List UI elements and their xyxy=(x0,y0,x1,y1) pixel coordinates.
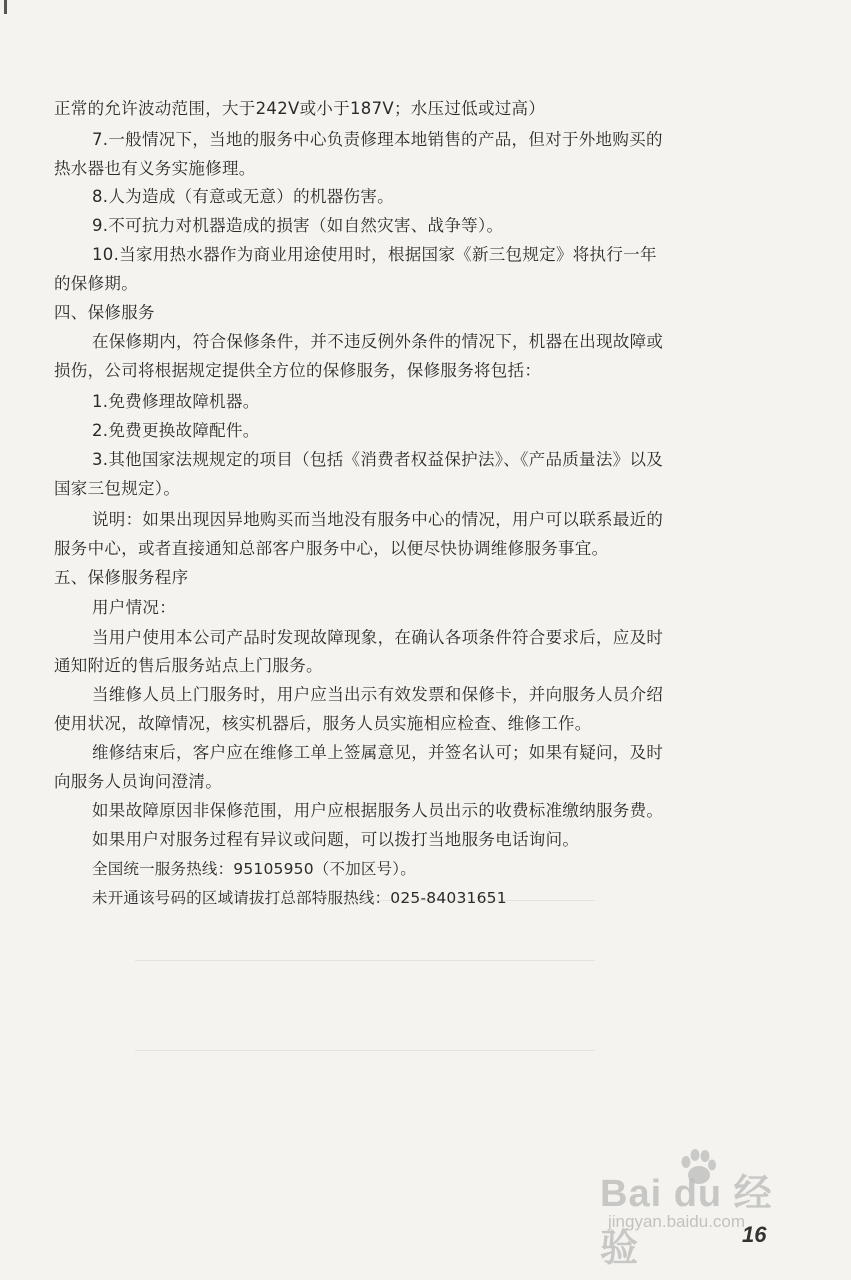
page-number: 16 xyxy=(742,1222,767,1247)
list-item: 3.其他国家法规规定的项目（包括《消费者权益保护法》、《产品质量法》以及 xyxy=(92,450,664,469)
section-heading: 四、保修服务 xyxy=(54,303,155,322)
subheading: 用户情况： xyxy=(92,598,176,617)
text-line: 9.不可抗力对机器造成的损害（如自然灾害、战争等）。 xyxy=(92,216,504,235)
watermark-url: jingyan.baidu.com xyxy=(608,1212,746,1231)
text-line: 如果故障原因非保修范围，用户应根据服务人员出示的收费标准缴纳服务费。 xyxy=(92,801,664,820)
text-line: 10.当家用热水器作为商业用途使用时，根据国家《新三包规定》将执行一年 xyxy=(92,245,657,264)
text-line: 国家三包规定）。 xyxy=(54,479,181,498)
text-line: 正常的允许波动范围，大于242V或小于187V；水压过低或过高） xyxy=(54,99,546,118)
text-line: 维修结束后，客户应在维修工单上签属意见，并签名认可；如果有疑问，及时 xyxy=(92,743,664,762)
text-line: 使用状况，故障情况，核实机器后，服务人员实施相应检查、维修工作。 xyxy=(54,714,592,733)
text-line: 热水器也有义务实施修理。 xyxy=(54,159,256,178)
list-item: 2.免费更换故障配件。 xyxy=(92,421,260,440)
watermark-logo: Bai du 经验 xyxy=(600,1173,773,1270)
text-line: 7.一般情况下，当地的服务中心负责修理本地销售的产品，但对于外地购买的 xyxy=(92,130,663,149)
show-through-line xyxy=(135,1050,595,1051)
show-through-line xyxy=(135,960,595,961)
text-line: 说明：如果出现因异地购买而当地没有服务中心的情况，用户可以联系最近的 xyxy=(92,510,664,529)
text-line: 在保修期内，符合保修条件，并不违反例外条件的情况下，机器在出现故障或 xyxy=(92,332,664,351)
text-line: 当维修人员上门服务时，用户应当出示有效发票和保修卡，并向服务人员介绍 xyxy=(92,685,664,704)
hotline-text: 未开通该号码的区域请拔打总部特服热线：025-84031651 xyxy=(92,889,507,907)
text-line: 当用户使用本公司产品时发现故障现象，在确认各项条件符合要求后，应及时 xyxy=(92,628,664,647)
text-line: 的保修期。 xyxy=(54,274,138,293)
text-line: 如果用户对服务过程有异议或问题，可以拨打当地服务电话询问。 xyxy=(92,830,580,849)
text-line: 服务中心，或者直接通知总部客户服务中心，以便尽快协调维修服务事宜。 xyxy=(54,539,609,558)
corner-crop-mark xyxy=(4,0,7,14)
text-line: 8.人为造成（有意或无意）的机器伤害。 xyxy=(92,187,394,206)
text-line: 损伤，公司将根据规定提供全方位的保修服务，保修服务将包括： xyxy=(54,361,542,380)
hotline-text: 全国统一服务热线：95105950（不加区号）。 xyxy=(92,860,416,878)
list-item: 1.免费修理故障机器。 xyxy=(92,392,260,411)
text-line: 向服务人员询问澄清。 xyxy=(54,772,222,791)
section-heading: 五、保修服务程序 xyxy=(54,568,189,587)
text-line: 通知附近的售后服务站点上门服务。 xyxy=(54,656,323,675)
